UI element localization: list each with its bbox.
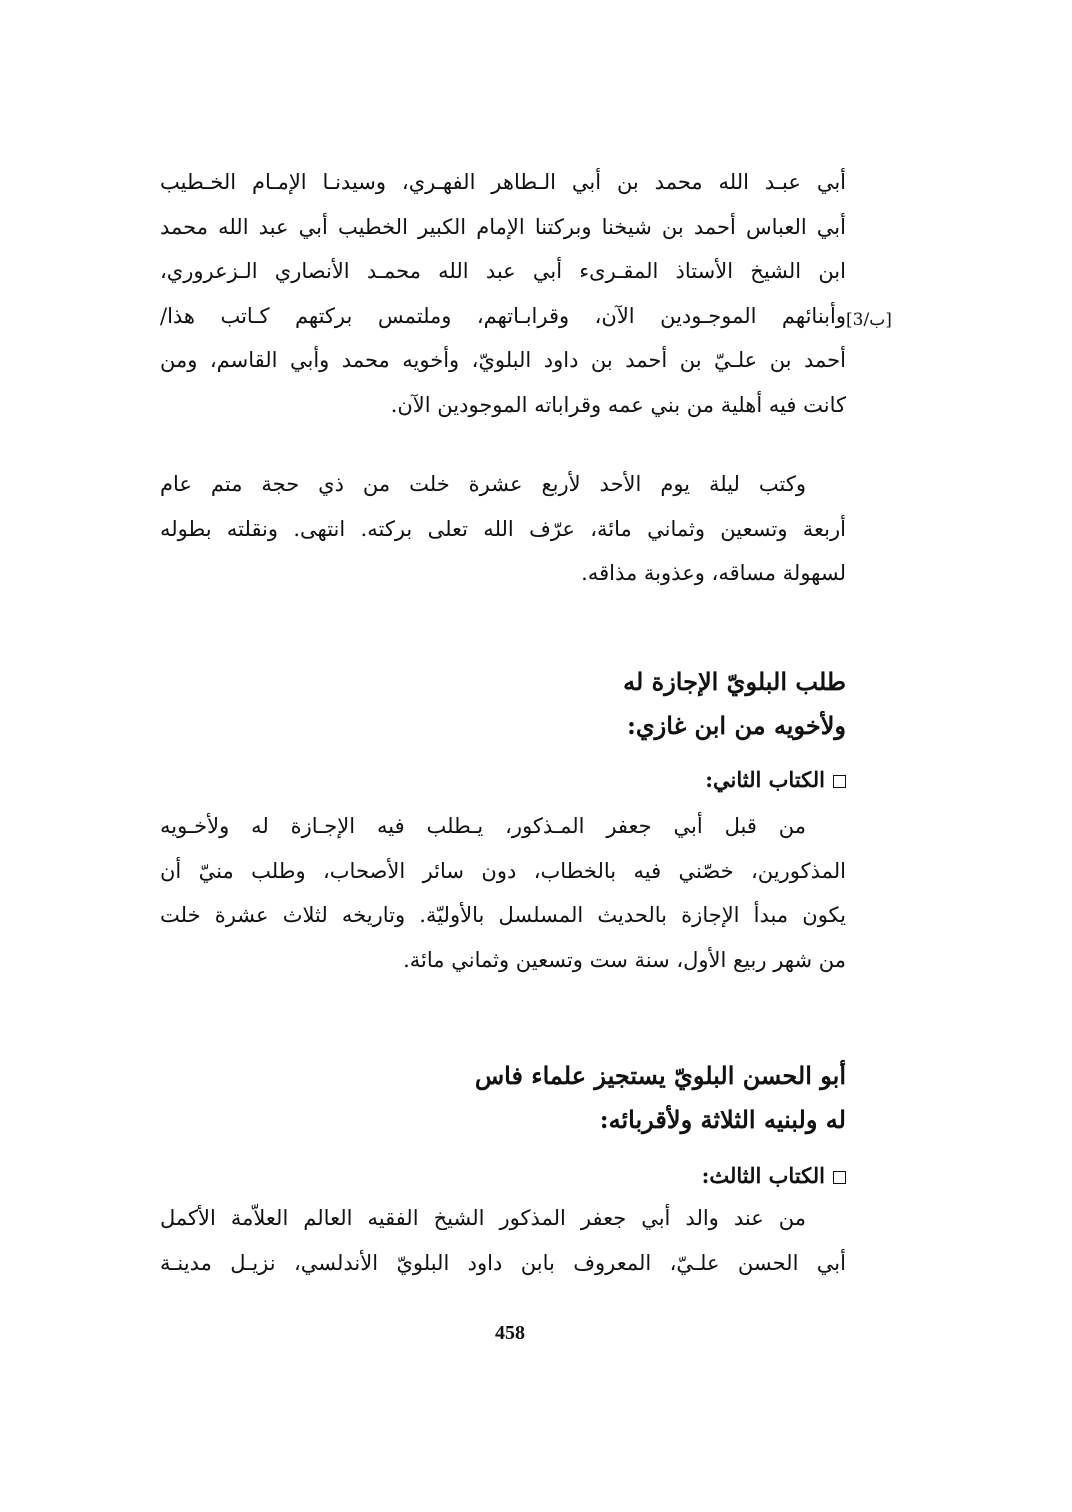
text-line: يكون مبدأ الإجازة بالحديث المسلسل بالأوليّة. وتاريخه لثلاث عشرة خلت <box>160 903 846 927</box>
text-line: أربعة وتسعين وثماني مائة، عرّف الله تعلى بركته. انتهى. ونقلته بطوله <box>160 516 846 541</box>
text-line: المذكورين، خصّني فيه بالخطاب، دون سائر الأصحاب، وطلب منيّ أن <box>160 858 846 883</box>
subheading-text: الكتاب الثاني: <box>705 767 825 792</box>
paragraph-2 <box>160 462 846 596</box>
text-line: وكتب ليلة يوم الأحد لأربع عشرة خلت من ذي حجة متم عام <box>160 472 806 496</box>
letter-subheading <box>460 760 846 800</box>
text-line: أبي عبـد الله محمد بن أبي الـطاهر الفهـري، وسيدنـا الإمـام الخـطيب <box>160 170 846 194</box>
paragraph-3 <box>160 804 846 982</box>
text-line: وأبنائهم الموجـودين الآن، وقرابـاتهم، وملتمس بركتهم كـاتب هذا/ <box>160 303 846 328</box>
text-line: من شهر ربيع الأول، سنة ست وتسعين وثماني مائة. <box>403 947 846 972</box>
square-bullet-icon <box>833 775 846 788</box>
heading-line: له ولبنيه الثلاثة ولأقربائه: <box>599 1105 846 1134</box>
square-bullet-icon <box>833 1171 846 1184</box>
letter-subheading <box>460 1156 846 1196</box>
text-line: كانت فيه أهلية من بني عمه وقراباته الموجودين الآن. <box>390 392 846 417</box>
subheading-text: الكتاب الثالث: <box>701 1163 825 1188</box>
heading-line: طلب البلويّ الإجازة له <box>623 667 846 696</box>
folio-margin-note: [3/ب] <box>846 310 892 330</box>
paragraph-4 <box>160 1196 846 1285</box>
paragraph-1 <box>160 160 846 427</box>
section-heading <box>400 1054 846 1142</box>
page-number: 458 <box>495 1322 525 1344</box>
text-line: من عند والد أبي جعفر المذكور الشيخ الفقيه العالم العلاّمة الأكمل <box>160 1206 806 1230</box>
section-heading <box>400 660 846 748</box>
heading-line: أبو الحسن البلويّ يستجيز علماء فاس <box>474 1061 846 1090</box>
text-line: لسهولة مساقه، وعذوبة مذاقه. <box>581 561 846 585</box>
text-line: ابن الشيخ الأستاذ المقـرىء أبي عبد الله محمـد الأنصاري الـزعروري، <box>160 259 846 283</box>
text-line: أبي الحسن علـيّ، المعروف بابن داود البلويّ الأندلسي، نزيـل مدينـة <box>160 1250 846 1275</box>
text-line: من قبل أبي جعفر المـذكور، يـطلب فيه الإجـازة له ولأخـويه <box>160 814 806 838</box>
text-line: أبي العباس أحمد بن شيخنا وبركتنا الإمام الكبير الخطيب أبي عبد الله محمد <box>160 214 846 239</box>
heading-line: ولأخويه من ابن غازي: <box>627 711 846 740</box>
text-line: أحمد بن علـيّ بن أحمد بن داود البلويّ، وأخويه محمد وأبي القاسم، ومن <box>160 348 846 372</box>
